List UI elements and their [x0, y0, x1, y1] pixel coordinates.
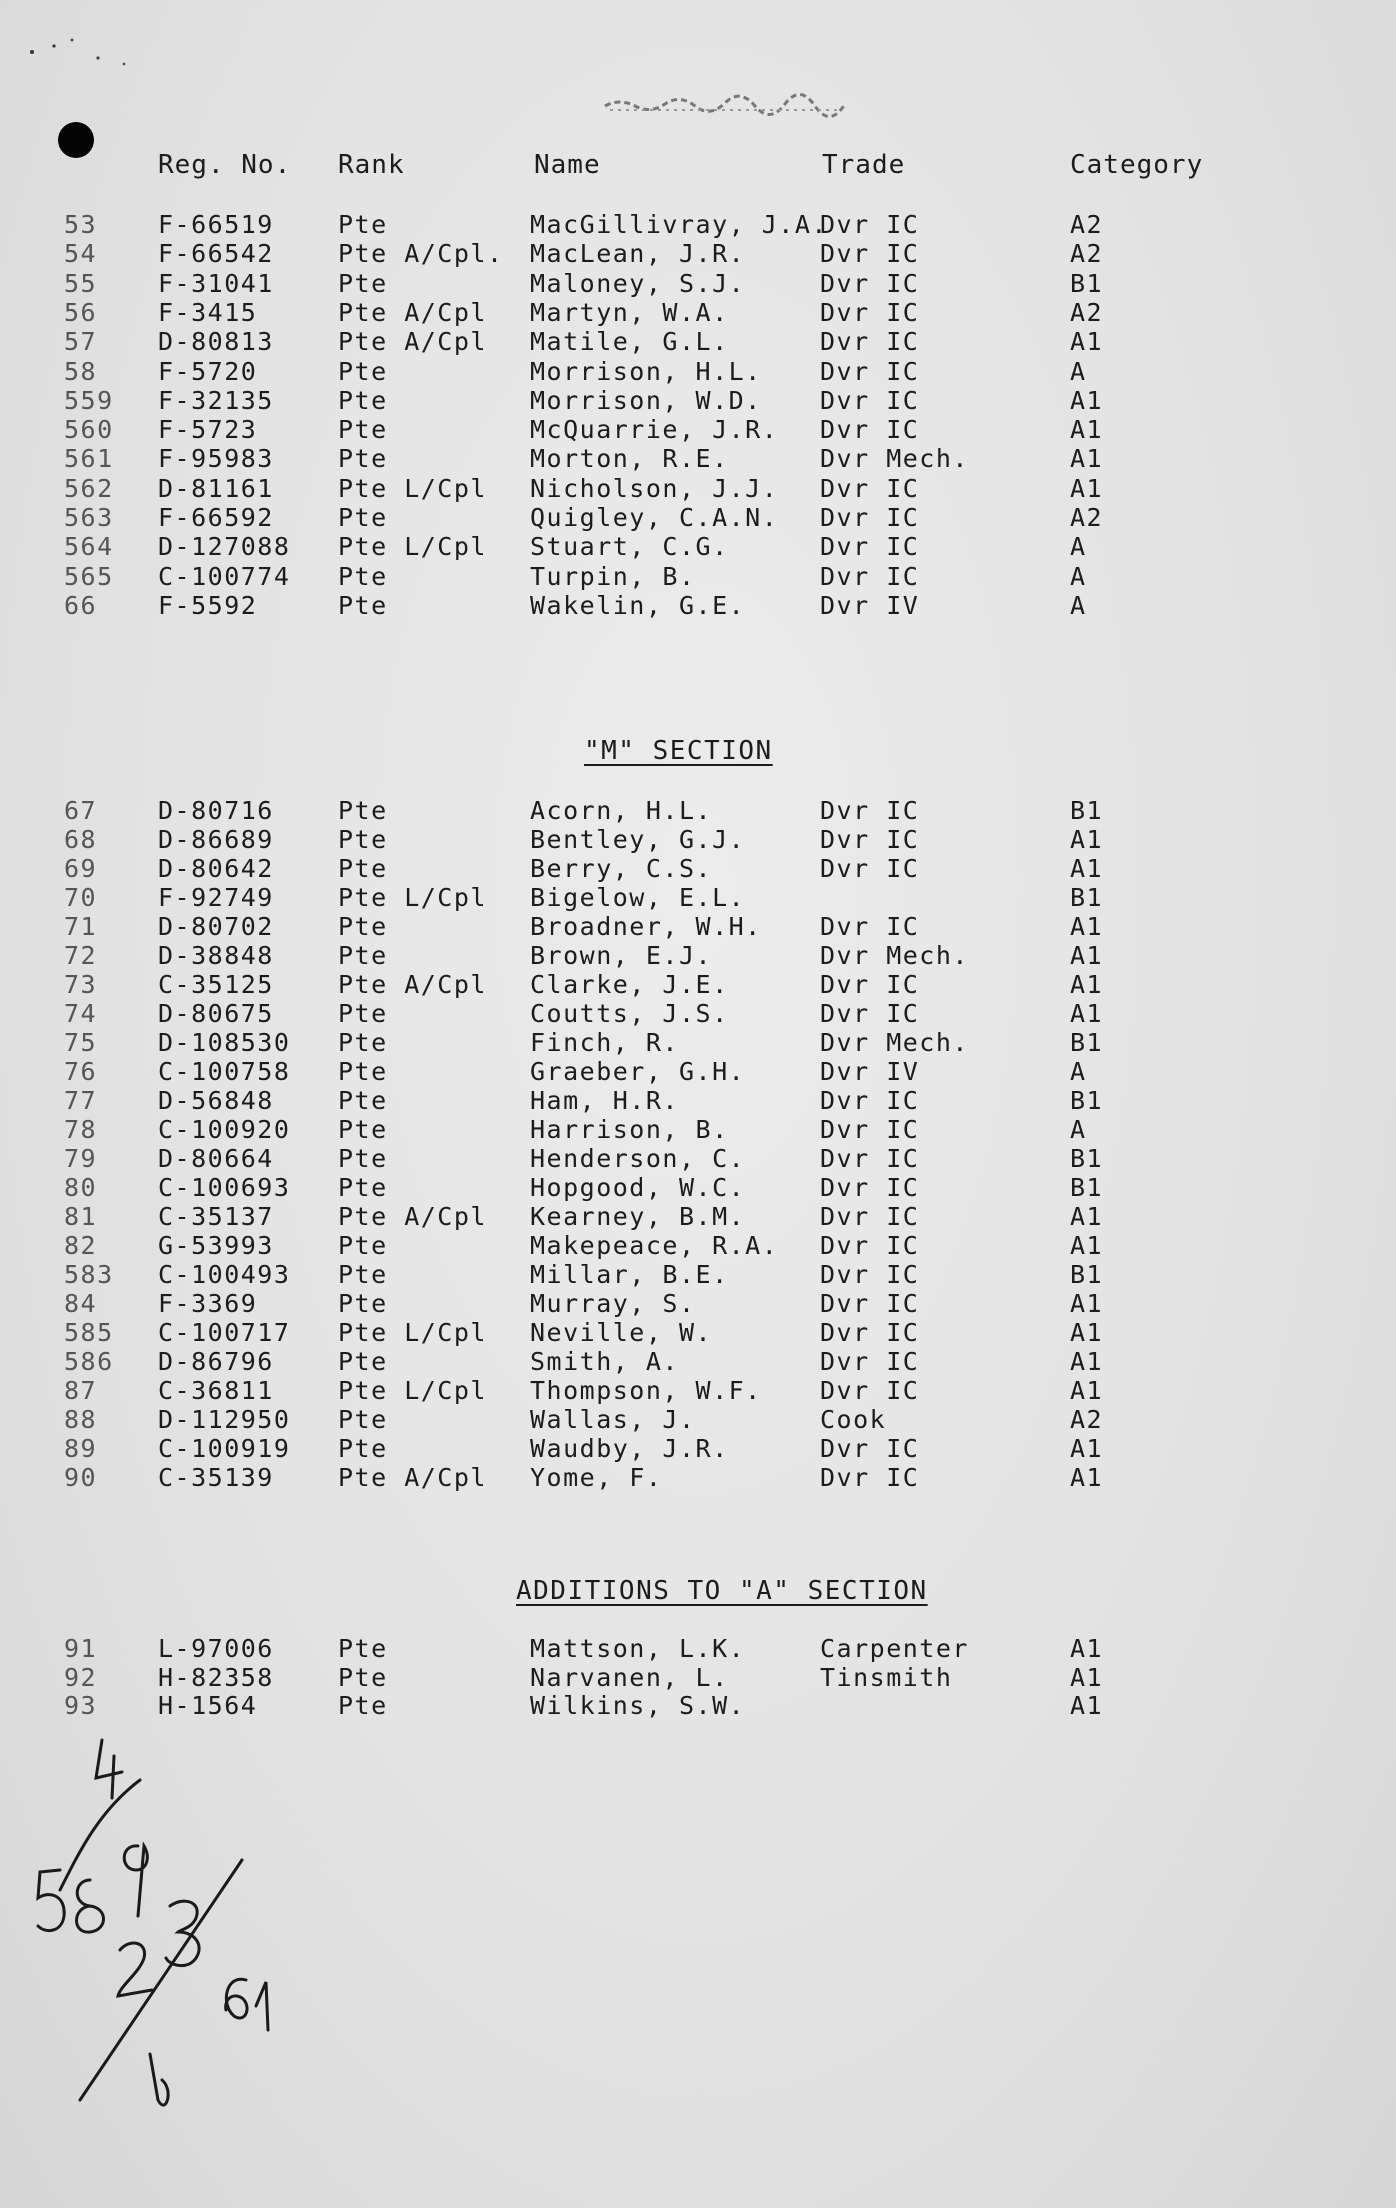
row-index: 55	[64, 268, 98, 298]
trade: Dvr IC	[820, 356, 920, 386]
header-reg-no: Reg. No.	[158, 150, 292, 180]
roster-row	[0, 1463, 1396, 1492]
category: B1	[1070, 883, 1104, 912]
roster-row	[0, 503, 1396, 532]
category: B1	[1070, 1260, 1104, 1289]
row-index: 71	[64, 912, 98, 941]
row-index: 564	[64, 532, 114, 562]
trade: Dvr IC	[820, 1463, 920, 1492]
soldier-name: Quigley, C.A.N.	[530, 503, 779, 532]
roster-row	[0, 1405, 1396, 1434]
rank: Pte	[338, 796, 388, 825]
rank: Pte	[338, 561, 388, 591]
reg-number: G-53993	[158, 1231, 274, 1260]
soldier-name: Neville, W.	[530, 1318, 713, 1347]
category: A	[1070, 356, 1087, 386]
row-index: 70	[64, 883, 98, 912]
trade: Dvr IC	[820, 415, 920, 445]
soldier-name: Morton, R.E.	[530, 444, 729, 474]
row-index: 563	[64, 503, 114, 532]
trade: Dvr IC	[820, 532, 920, 562]
rank: Pte L/Cpl	[338, 883, 487, 912]
roster-row	[0, 474, 1396, 503]
soldier-name: Graeber, G.H.	[530, 1057, 746, 1086]
trade: Dvr IC	[820, 268, 920, 298]
trade: Dvr IV	[820, 1057, 920, 1086]
row-index: 84	[64, 1289, 98, 1318]
rank: Pte	[338, 1405, 388, 1434]
category: A1	[1070, 912, 1104, 941]
category: A1	[1070, 415, 1104, 445]
soldier-name: Morrison, H.L.	[530, 356, 762, 386]
rank: Pte L/Cpl	[338, 1376, 487, 1405]
reg-number: F-66519	[158, 210, 274, 239]
category: A	[1070, 1057, 1087, 1086]
category: A1	[1070, 444, 1104, 474]
soldier-name: Finch, R.	[530, 1028, 679, 1057]
roster-row	[0, 999, 1396, 1028]
roster-row	[0, 532, 1396, 561]
trade: Dvr IC	[820, 854, 920, 883]
trade: Dvr IC	[820, 1347, 920, 1376]
reg-number: C-100919	[158, 1434, 291, 1463]
reg-number: D-80716	[158, 796, 274, 825]
soldier-name: Turpin, B.	[530, 561, 696, 591]
soldier-name: Nicholson, J.J.	[530, 473, 779, 503]
row-index: 76	[64, 1057, 98, 1086]
row-index: 87	[64, 1376, 98, 1405]
category: A1	[1070, 1634, 1104, 1663]
soldier-name: Kearney, B.M.	[530, 1202, 746, 1231]
reg-number: C-100493	[158, 1260, 291, 1289]
soldier-name: Ham, H.R.	[530, 1086, 679, 1115]
soldier-name: Morrison, W.D.	[530, 385, 762, 415]
row-index: 72	[64, 941, 98, 970]
reg-number: D-81161	[158, 473, 274, 503]
category: A1	[1070, 825, 1104, 854]
handwritten-annotation	[20, 1720, 280, 2140]
rank: Pte	[338, 1691, 388, 1720]
rank: Pte	[338, 1434, 388, 1463]
reg-number: L-97006	[158, 1634, 274, 1663]
row-index: 69	[64, 854, 98, 883]
rank: Pte	[338, 1662, 388, 1692]
soldier-name: Brown, E.J.	[530, 941, 713, 970]
reg-number: H-82358	[158, 1662, 274, 1692]
row-index: 561	[64, 444, 114, 474]
soldier-name: Wallas, J.	[530, 1405, 696, 1434]
rank: Pte A/Cpl	[338, 1202, 487, 1231]
roster-row	[0, 1347, 1396, 1376]
category: A2	[1070, 239, 1104, 269]
roster-row	[0, 269, 1396, 298]
soldier-name: MacGillivray, J.A.	[530, 210, 828, 239]
rank: Pte	[338, 854, 388, 883]
additions-section-title: ADDITIONS TO "A" SECTION	[516, 1576, 928, 1606]
rank: Pte	[338, 1231, 388, 1260]
soldier-name: Harrison, B.	[530, 1115, 729, 1144]
category: A1	[1070, 385, 1104, 415]
rank: Pte	[338, 356, 388, 386]
soldier-name: Wilkins, S.W.	[530, 1691, 746, 1720]
reg-number: D-112950	[158, 1405, 291, 1434]
roster-row	[0, 298, 1396, 327]
row-index: 66	[64, 590, 98, 620]
category: A2	[1070, 503, 1104, 532]
rank: Pte	[338, 999, 388, 1028]
rank: Pte L/Cpl	[338, 1318, 487, 1347]
row-index: 92	[64, 1662, 98, 1692]
roster-row	[0, 883, 1396, 912]
reg-number: D-80664	[158, 1144, 274, 1173]
reg-number: C-100693	[158, 1173, 291, 1202]
soldier-name: McQuarrie, J.R.	[530, 415, 779, 445]
trade: Dvr IC	[820, 473, 920, 503]
soldier-name: Yome, F.	[530, 1463, 663, 1492]
trade: Dvr Mech.	[820, 444, 969, 474]
rank: Pte A/Cpl	[338, 297, 487, 327]
reg-number: C-100717	[158, 1318, 291, 1347]
rank: Pte	[338, 503, 388, 532]
rank: Pte A/Cpl	[338, 327, 487, 357]
rank: Pte	[338, 268, 388, 298]
reg-number: F-66592	[158, 503, 274, 532]
row-index: 56	[64, 297, 98, 327]
rank: Pte	[338, 1144, 388, 1173]
category: B1	[1070, 1028, 1104, 1057]
soldier-name: Broadner, W.H.	[530, 912, 762, 941]
reg-number: D-86796	[158, 1347, 274, 1376]
row-index: 90	[64, 1463, 98, 1492]
row-index: 81	[64, 1202, 98, 1231]
row-index: 583	[64, 1260, 114, 1289]
roster-row	[0, 327, 1396, 356]
rank: Pte A/Cpl.	[338, 239, 504, 269]
reg-number: F-95983	[158, 444, 274, 474]
rank: Pte	[338, 825, 388, 854]
soldier-name: Millar, B.E.	[530, 1260, 729, 1289]
rank: Pte	[338, 1634, 388, 1663]
soldier-name: Henderson, C.	[530, 1144, 746, 1173]
reg-number: F-31041	[158, 268, 274, 298]
speck-marks	[20, 30, 140, 70]
trade: Dvr IC	[820, 1289, 920, 1318]
header-name: Name	[534, 150, 601, 180]
roster-row	[0, 444, 1396, 473]
trade: Tinsmith	[820, 1662, 953, 1692]
category: A1	[1070, 1691, 1104, 1720]
trade: Dvr IC	[820, 999, 920, 1028]
roster-row	[0, 1086, 1396, 1115]
roster-row	[0, 1057, 1396, 1086]
category: A	[1070, 532, 1087, 562]
row-index: 73	[64, 970, 98, 999]
row-index: 53	[64, 210, 98, 239]
reg-number: C-35137	[158, 1202, 274, 1231]
rank: Pte A/Cpl	[338, 1463, 487, 1492]
row-index: 57	[64, 327, 98, 357]
roster-row	[0, 1231, 1396, 1260]
rank: Pte	[338, 941, 388, 970]
reg-number: C-35139	[158, 1463, 274, 1492]
roster-row	[0, 1115, 1396, 1144]
category: A1	[1070, 941, 1104, 970]
trade: Dvr IC	[820, 970, 920, 999]
category: A1	[1070, 473, 1104, 503]
row-index: 562	[64, 473, 114, 503]
reg-number: D-86689	[158, 825, 274, 854]
trade: Dvr IC	[820, 796, 920, 825]
reg-number: F-3415	[158, 297, 258, 327]
row-index: 77	[64, 1086, 98, 1115]
category: A2	[1070, 210, 1104, 239]
roster-row	[0, 210, 1396, 239]
soldier-name: Berry, C.S.	[530, 854, 713, 883]
trade: Dvr IC	[820, 1202, 920, 1231]
soldier-name: Thompson, W.F.	[530, 1376, 762, 1405]
roster-row	[0, 1376, 1396, 1405]
reg-number: F-5720	[158, 356, 258, 386]
trade: Dvr IC	[820, 912, 920, 941]
soldier-name: Mattson, L.K.	[530, 1634, 746, 1663]
row-index: 67	[64, 796, 98, 825]
rank: Pte	[338, 1028, 388, 1057]
roster-row	[0, 1260, 1396, 1289]
header-trade: Trade	[822, 150, 906, 180]
category: A1	[1070, 1463, 1104, 1492]
category: A2	[1070, 297, 1104, 327]
trade: Dvr IC	[820, 1376, 920, 1405]
row-index: 559	[64, 385, 114, 415]
trade: Dvr IC	[820, 825, 920, 854]
row-index: 68	[64, 825, 98, 854]
trade: Dvr IC	[820, 561, 920, 591]
row-index: 88	[64, 1405, 98, 1434]
roster-row	[0, 562, 1396, 591]
trade: Dvr IC	[820, 1260, 920, 1289]
row-index: 75	[64, 1028, 98, 1057]
soldier-name: Martyn, W.A.	[530, 297, 729, 327]
category: A1	[1070, 1347, 1104, 1376]
reg-number: D-108530	[158, 1028, 291, 1057]
row-index: 78	[64, 1115, 98, 1144]
roster-row	[0, 970, 1396, 999]
soldier-name: Maloney, S.J.	[530, 268, 746, 298]
trade: Dvr Mech.	[820, 1028, 969, 1057]
trade: Dvr IC	[820, 385, 920, 415]
rank: Pte	[338, 590, 388, 620]
rank: Pte	[338, 444, 388, 474]
row-index: 74	[64, 999, 98, 1028]
m-section-title: "M" SECTION	[584, 736, 773, 766]
roster-row	[0, 1028, 1396, 1057]
roster-row	[0, 239, 1396, 268]
header-rank: Rank	[338, 150, 405, 180]
soldier-name: Bentley, G.J.	[530, 825, 746, 854]
reg-number: C-100774	[158, 561, 291, 591]
rank: Pte L/Cpl	[338, 473, 487, 503]
row-index: 586	[64, 1347, 114, 1376]
rank: Pte	[338, 1115, 388, 1144]
trade: Dvr IV	[820, 590, 920, 620]
roster-row	[0, 1634, 1396, 1663]
soldier-name: Stuart, C.G.	[530, 532, 729, 562]
roster-row	[0, 1691, 1396, 1720]
reg-number: F-92749	[158, 883, 274, 912]
trade: Dvr Mech.	[820, 941, 969, 970]
reg-number: D-127088	[158, 532, 291, 562]
rank: Pte	[338, 1057, 388, 1086]
category: A1	[1070, 1662, 1104, 1692]
reg-number: D-80675	[158, 999, 274, 1028]
category: A1	[1070, 854, 1104, 883]
roster-row	[0, 1434, 1396, 1463]
rank: Pte	[338, 1086, 388, 1115]
trade: Dvr IC	[820, 210, 920, 239]
soldier-name: Makepeace, R.A.	[530, 1231, 779, 1260]
rank: Pte	[338, 415, 388, 445]
reg-number: C-100758	[158, 1057, 291, 1086]
rank: Pte	[338, 1347, 388, 1376]
category: A1	[1070, 1376, 1104, 1405]
header-category: Category	[1070, 150, 1204, 180]
rank: Pte	[338, 912, 388, 941]
trade: Dvr IC	[820, 1144, 920, 1173]
trade: Dvr IC	[820, 1231, 920, 1260]
rank: Pte	[338, 1260, 388, 1289]
roster-row	[0, 1318, 1396, 1347]
category: B1	[1070, 796, 1104, 825]
category: A1	[1070, 1231, 1104, 1260]
rank: Pte A/Cpl	[338, 970, 487, 999]
rank: Pte	[338, 1289, 388, 1318]
category: A1	[1070, 999, 1104, 1028]
soldier-name: Acorn, H.L.	[530, 796, 713, 825]
roster-row	[0, 1289, 1396, 1318]
trade: Dvr IC	[820, 297, 920, 327]
trade: Dvr IC	[820, 239, 920, 269]
category: A	[1070, 561, 1087, 591]
soldier-name: Waudby, J.R.	[530, 1434, 729, 1463]
category: A2	[1070, 1405, 1104, 1434]
roster-row	[0, 1663, 1396, 1692]
roster-row	[0, 386, 1396, 415]
row-index: 79	[64, 1144, 98, 1173]
category: A1	[1070, 1434, 1104, 1463]
trade: Dvr IC	[820, 1115, 920, 1144]
soldier-name: Hopgood, W.C.	[530, 1173, 746, 1202]
punch-hole	[58, 122, 94, 158]
category: A	[1070, 590, 1087, 620]
row-index: 80	[64, 1173, 98, 1202]
roster-row	[0, 1144, 1396, 1173]
reg-number: F-32135	[158, 385, 274, 415]
trade: Cook	[820, 1405, 887, 1434]
row-index: 585	[64, 1318, 114, 1347]
reg-number: D-38848	[158, 941, 274, 970]
roster-row	[0, 825, 1396, 854]
illegible-heading-smudge	[600, 84, 850, 124]
trade: Dvr IC	[820, 1318, 920, 1347]
roster-row	[0, 591, 1396, 620]
reg-number: D-56848	[158, 1086, 274, 1115]
row-index: 560	[64, 415, 114, 445]
trade: Dvr IC	[820, 1434, 920, 1463]
roster-row	[0, 1173, 1396, 1202]
row-index: 58	[64, 356, 98, 386]
trade: Dvr IC	[820, 327, 920, 357]
trade: Carpenter	[820, 1634, 969, 1663]
reg-number: C-100920	[158, 1115, 291, 1144]
roster-row	[0, 415, 1396, 444]
rank: Pte	[338, 1173, 388, 1202]
soldier-name: Bigelow, E.L.	[530, 883, 746, 912]
roster-row	[0, 1202, 1396, 1231]
soldier-name: Matile, G.L.	[530, 327, 729, 357]
reg-number: F-5592	[158, 590, 258, 620]
soldier-name: Coutts, J.S.	[530, 999, 729, 1028]
category: A1	[1070, 327, 1104, 357]
category: B1	[1070, 1086, 1104, 1115]
reg-number: C-35125	[158, 970, 274, 999]
reg-number: F-3369	[158, 1289, 258, 1318]
row-index: 91	[64, 1634, 98, 1663]
category: A	[1070, 1115, 1087, 1144]
category: B1	[1070, 268, 1104, 298]
trade: Dvr IC	[820, 1086, 920, 1115]
category: A1	[1070, 1318, 1104, 1347]
rank: Pte L/Cpl	[338, 532, 487, 562]
row-index: 565	[64, 561, 114, 591]
category: B1	[1070, 1144, 1104, 1173]
category: B1	[1070, 1173, 1104, 1202]
soldier-name: Wakelin, G.E.	[530, 590, 746, 620]
reg-number: F-66542	[158, 239, 274, 269]
reg-number: D-80702	[158, 912, 274, 941]
row-index: 54	[64, 239, 98, 269]
category: A1	[1070, 970, 1104, 999]
trade: Dvr IC	[820, 503, 920, 532]
soldier-name: Clarke, J.E.	[530, 970, 729, 999]
category: A1	[1070, 1289, 1104, 1318]
roster-row	[0, 796, 1396, 825]
category: A1	[1070, 1202, 1104, 1231]
roster-row	[0, 941, 1396, 970]
soldier-name: Narvanen, L.	[530, 1662, 729, 1692]
row-index: 89	[64, 1434, 98, 1463]
soldier-name: Smith, A.	[530, 1347, 679, 1376]
rank: Pte	[338, 385, 388, 415]
roster-row	[0, 357, 1396, 386]
roster-row	[0, 912, 1396, 941]
trade: Dvr IC	[820, 1173, 920, 1202]
soldier-name: MacLean, J.R.	[530, 239, 746, 269]
reg-number: F-5723	[158, 415, 258, 445]
row-index: 82	[64, 1231, 98, 1260]
reg-number: D-80642	[158, 854, 274, 883]
reg-number: H-1564	[158, 1691, 258, 1720]
row-index: 93	[64, 1691, 98, 1720]
roster-row	[0, 854, 1396, 883]
reg-number: C-36811	[158, 1376, 274, 1405]
rank: Pte	[338, 210, 388, 239]
soldier-name: Murray, S.	[530, 1289, 696, 1318]
reg-number: D-80813	[158, 327, 274, 357]
